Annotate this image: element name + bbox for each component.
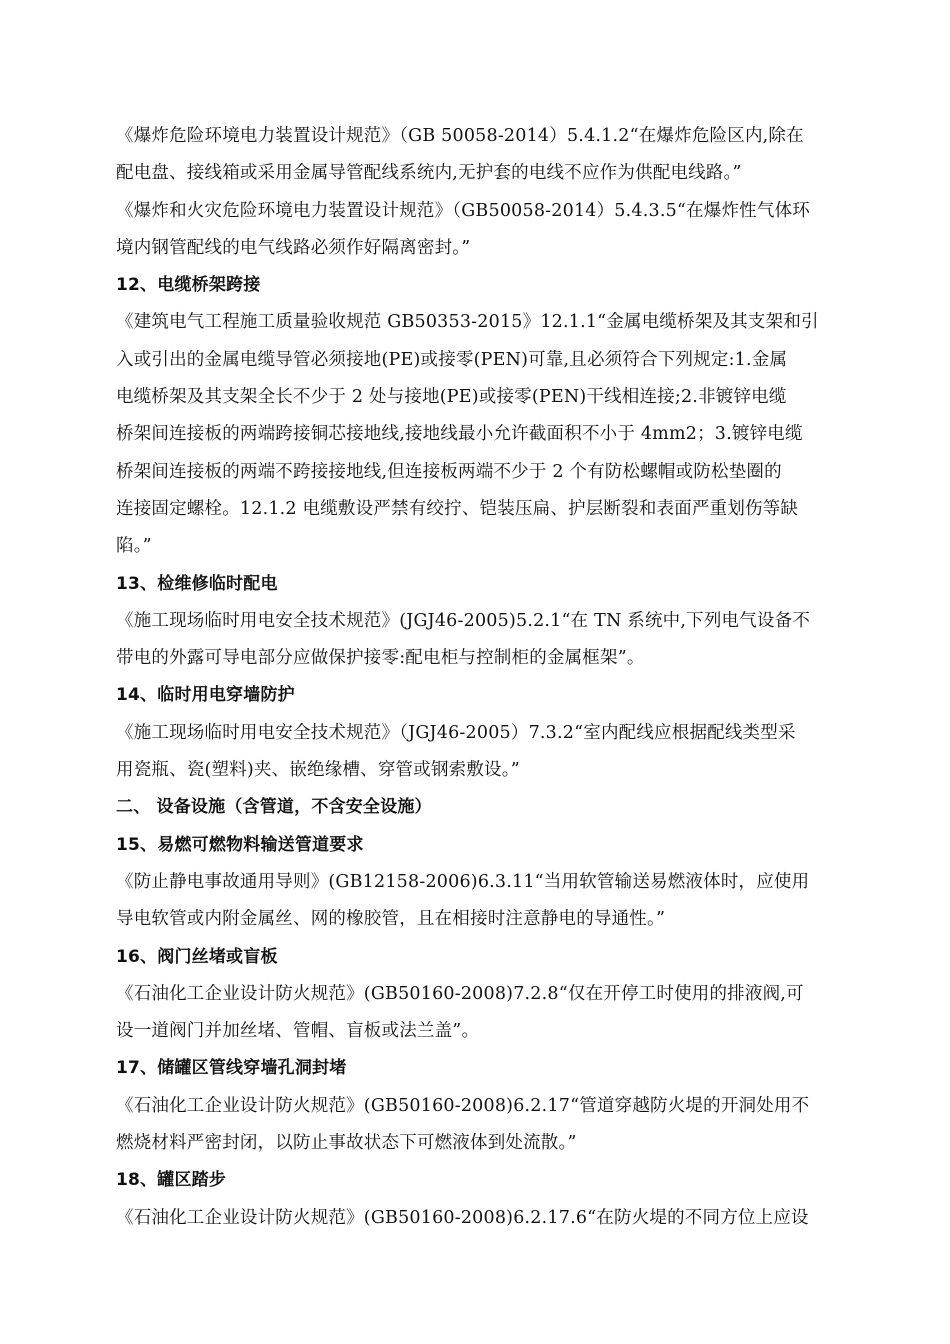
body-text-line: 《爆炸和火灾危险环境电力装置设计规范》（GB50058-2014）5.4.3.5“在爆炸性气体环 — [116, 200, 810, 221]
body-text-line: 《建筑电气工程施工质量验收规范 GB50353-2015》12.1.1“金属电缆桥架及其支架和引 — [116, 312, 819, 333]
chapter-heading: 二、 设备设施（含管道，不含安全设施） — [116, 797, 432, 818]
body-text-line: 电缆桥架及其支架全长不少于 2 处与接地(PE)或接零(PEN)干线相连接;2.非镀锌电缆 — [116, 387, 787, 408]
body-text-line: 《石油化工企业设计防火规范》(GB50160-2008)6.2.17.6“在防火堤的不同方位上应设 — [116, 1207, 809, 1228]
body-text-line: 桥架间连接板的两端跨接铜芯接地线,接地线最小允许截面积不小于 4mm2；3.镀锌电缆 — [116, 424, 803, 445]
document-body — [116, 118, 838, 1237]
body-text-line: 入或引出的金属电缆导管必须接地(PE)或接零(PEN)可靠,且必须符合下列规定:1.金属 — [116, 349, 788, 370]
body-text-line: 桥架间连接板的两端不跨接接地线,但连接板两端不少于 2 个有防松螺帽或防松垫圈的 — [116, 461, 782, 482]
section-heading: 16、阀门丝堵或盲板 — [116, 946, 278, 967]
section-heading: 15、易燃可燃物料输送管道要求 — [116, 834, 364, 855]
body-text-line: 导电软管或内附金属丝、网的橡胶管，且在相接时注意静电的导通性。” — [116, 909, 666, 930]
body-text-line: 配电盘、接线箱或采用金属导管配线系统内,无护套的电线不应作为供配电线路。” — [116, 163, 742, 184]
body-text-line: 《施工现场临时用电安全技术规范》(JGJ46-2005)5.2.1“在 TN 系统中,下列电气设备不 — [116, 610, 811, 631]
body-text-line: 《石油化工企业设计防火规范》(GB50160-2008)7.2.8“仅在开停工时使用的排液阀,可 — [116, 983, 804, 1004]
body-text-line: 连接固定螺栓。12.1.2 电缆敷设严禁有绞拧、铠装压扁、护层断裂和表面严重划伤等缺 — [116, 498, 799, 519]
body-text-line: 用瓷瓶、瓷(塑料)夹、嵌绝缘槽、穿管或钢索敷设。” — [116, 760, 520, 781]
body-text-line: 《防止静电事故通用导则》(GB12158-2006)6.3.11“当用软管输送易燃液体时，应使用 — [116, 871, 810, 892]
body-text-line: 《爆炸危险环境电力装置设计规范》（GB 50058-2014）5.4.1.2“在爆炸危险区内,除在 — [116, 126, 804, 146]
body-text-line: 《施工现场临时用电安全技术规范》（JGJ46-2005）7.3.2“室内配线应根据配线类型采 — [116, 722, 796, 743]
body-text-line: 燃烧材料严密封闭，以防止事故状态下可燃液体到处流散。” — [116, 1133, 577, 1154]
section-heading: 17、储罐区管线穿墙孔洞封堵 — [116, 1058, 347, 1079]
section-heading: 18、罐区踏步 — [116, 1170, 227, 1191]
body-text-line: 《石油化工企业设计防火规范》(GB50160-2008)6.2.17“管道穿越防火堤的开洞处用不 — [116, 1095, 810, 1116]
body-text-line: 带电的外露可导电部分应做保护接零:配电柜与控制柜的金属框架”。 — [116, 648, 645, 669]
body-text-line: 境内钢管配线的电气线路必须作好隔离密封。” — [116, 237, 471, 258]
body-text-line: 陷。” — [116, 536, 152, 557]
section-heading: 14、临时用电穿墙防护 — [116, 685, 295, 706]
section-heading: 13、检维修临时配电 — [116, 573, 278, 594]
body-text-line: 设一道阀门并加丝堵、管帽、盲板或法兰盖”。 — [116, 1021, 480, 1042]
section-heading: 12、电缆桥架跨接 — [116, 275, 261, 296]
